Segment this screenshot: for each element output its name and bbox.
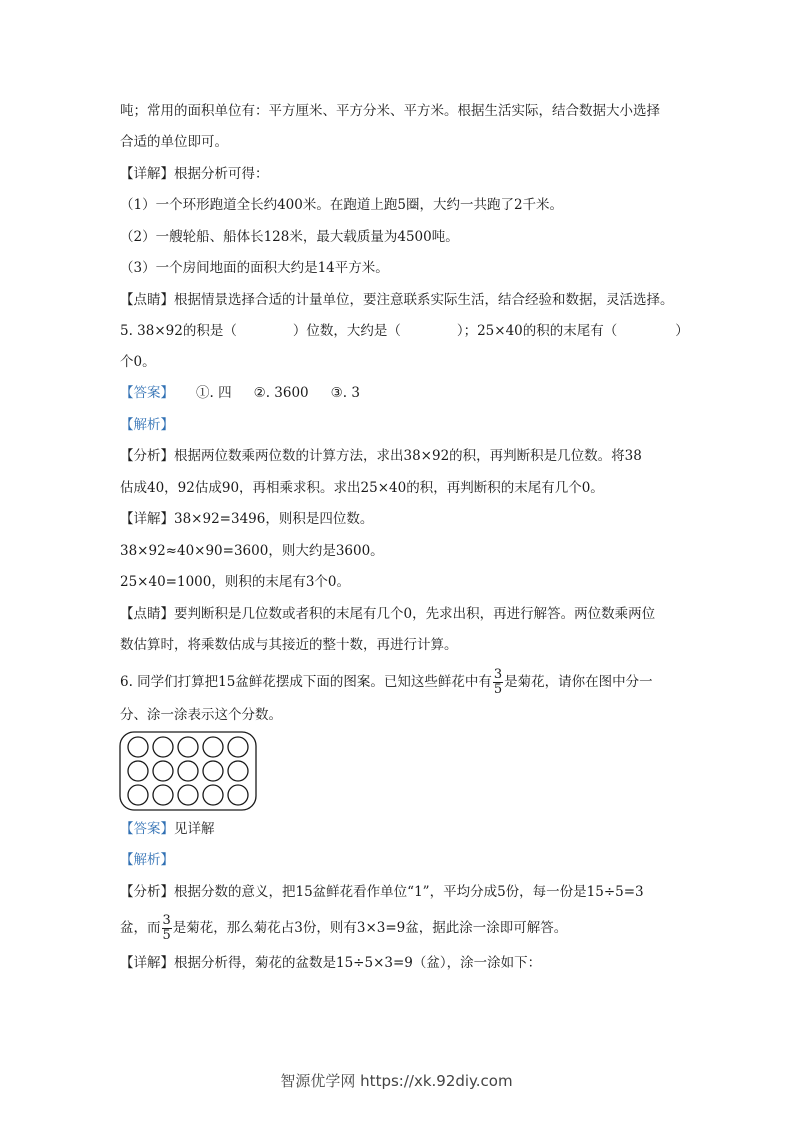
flower-pot-circle xyxy=(203,785,223,805)
flower-pot-circle xyxy=(153,785,173,805)
text-line: 吨；常用的面积单位有：平方厘米、平方分米、平方米。根据生活实际，结合数据大小选择 xyxy=(120,103,660,119)
flower-pot-circle xyxy=(203,761,223,781)
analysis-line xyxy=(120,913,567,943)
answer-item: ①. 四 xyxy=(196,385,232,401)
q5-part: ）；25×40的积的末尾有（ xyxy=(456,323,618,339)
flower-pot-circle xyxy=(128,761,148,781)
footer-watermark: 智源优学网 https://xk.92diy.com xyxy=(280,1072,513,1090)
text-line: （3）一个房间地面的面积大约是14平方米。 xyxy=(120,260,389,276)
detail-line xyxy=(120,953,541,973)
detail-text: 根据分析得，菊花的盆数是15÷5×3=9（盆），涂一涂如下： xyxy=(174,955,542,971)
text-line: 分、涂一涂表示这个分数。 xyxy=(120,707,282,723)
flower-pot-circle xyxy=(178,761,198,781)
detail-tag: 【详解】 xyxy=(120,166,174,182)
answer-line xyxy=(120,819,215,839)
analysis-line xyxy=(120,882,644,902)
flower-pot-circle xyxy=(178,785,198,805)
comment-line xyxy=(120,290,674,310)
flower-pot-circle xyxy=(153,737,173,757)
q5-part: ）位数，大约是（ xyxy=(292,323,401,339)
question-5 xyxy=(120,321,689,341)
text-line: 估成40，92估成90，再相乘求积。求出25×40的积，再判断积的末尾有几个0。 xyxy=(120,480,604,496)
flower-pot-circle xyxy=(153,761,173,781)
comment-tag: 【点睛】 xyxy=(120,292,174,308)
detail-tag: 【详解】 xyxy=(120,511,174,527)
comment-text: 根据情景选择合适的计量单位，要注意联系实际生活，结合经验和数据，灵活选择。 xyxy=(174,292,674,308)
answer-item: ②. 3600 xyxy=(253,385,309,401)
comment-line xyxy=(120,604,655,624)
figure-frame xyxy=(120,732,256,810)
text-line: （1）一个环形跑道全长约400米。在跑道上跑5圈，大约一共跑了2千米。 xyxy=(120,197,564,213)
flower-pot-circle xyxy=(228,737,248,757)
detail-tag: 【详解】 xyxy=(120,955,174,971)
fraction-denominator: 5 xyxy=(493,682,503,697)
analysis-line xyxy=(120,446,642,466)
answer-text: 见详解 xyxy=(174,821,215,837)
text-line: 个0。 xyxy=(120,354,156,370)
analysis-tag: 【解析】 xyxy=(120,417,174,433)
detail-text: 38×92=3496，则积是四位数。 xyxy=(174,511,374,527)
flower-pot-circle xyxy=(228,761,248,781)
flower-pots-figure xyxy=(119,731,257,811)
q6-part: 6. 同学们打算把15盆鲜花摆成下面的图案。已知这些鲜花中有 xyxy=(120,674,492,690)
analysis-text: 是菊花，那么菊花占3份，则有3×3=9盆，据此涂一涂即可解答。 xyxy=(172,920,568,936)
analysis-text: 盆，而 xyxy=(120,920,161,936)
text-line: 38×92≈40×90=3600，则大约是3600。 xyxy=(120,543,384,559)
analysis-tag-label: 【分析】 xyxy=(120,448,174,464)
fraction xyxy=(493,668,503,697)
text-line: 25×40=1000，则积的末尾有3个0。 xyxy=(120,574,351,590)
analysis-text: 根据分数的意义，把15盆鲜花看作单位“1”，平均分成5份，每一份是15÷5=3 xyxy=(174,884,644,900)
analysis-text: 根据两位数乘两位数的计算方法，求出38×92的积，再判断积是几位数。将38 xyxy=(174,448,642,464)
detail-line xyxy=(120,509,373,529)
text-line: 数估算时，将乘数估成与其接近的整十数，再进行计算。 xyxy=(120,637,458,653)
flower-pot-circle xyxy=(228,785,248,805)
fraction-numerator: 3 xyxy=(162,913,171,928)
answer-tag: 【答案】 xyxy=(120,385,174,401)
answer-line xyxy=(120,383,360,403)
q5-part: 5. 38×92的积是（ xyxy=(120,323,237,339)
answer-tag: 【答案】 xyxy=(120,821,174,837)
detail-text: 根据分析可得： xyxy=(174,166,269,182)
fraction xyxy=(162,914,172,943)
text-line: （2）一艘轮船、船体长128米，最大载质量为4500吨。 xyxy=(120,229,459,245)
q5-part: ） xyxy=(675,323,689,339)
answer-item: ③. 3 xyxy=(330,385,360,401)
q6-part: 是菊花，请你在图中分一 xyxy=(504,674,653,690)
comment-tag: 【点睛】 xyxy=(120,606,174,622)
analysis-tag: 【解析】 xyxy=(120,852,174,868)
flower-pot-circle xyxy=(128,785,148,805)
flower-pot-circle xyxy=(178,737,198,757)
flower-pot-circle xyxy=(203,737,223,757)
fraction-denominator: 5 xyxy=(162,928,171,943)
text-line: 合适的单位即可。 xyxy=(120,134,228,150)
analysis-tag-label: 【分析】 xyxy=(120,884,174,900)
detail-line xyxy=(120,164,269,184)
fraction-numerator: 3 xyxy=(493,667,503,682)
question-6 xyxy=(120,667,653,697)
flower-pot-circle xyxy=(128,737,148,757)
comment-text: 要判断积是几位数或者积的末尾有几个0，先求出积，再进行解答。两位数乘两位 xyxy=(174,606,656,622)
